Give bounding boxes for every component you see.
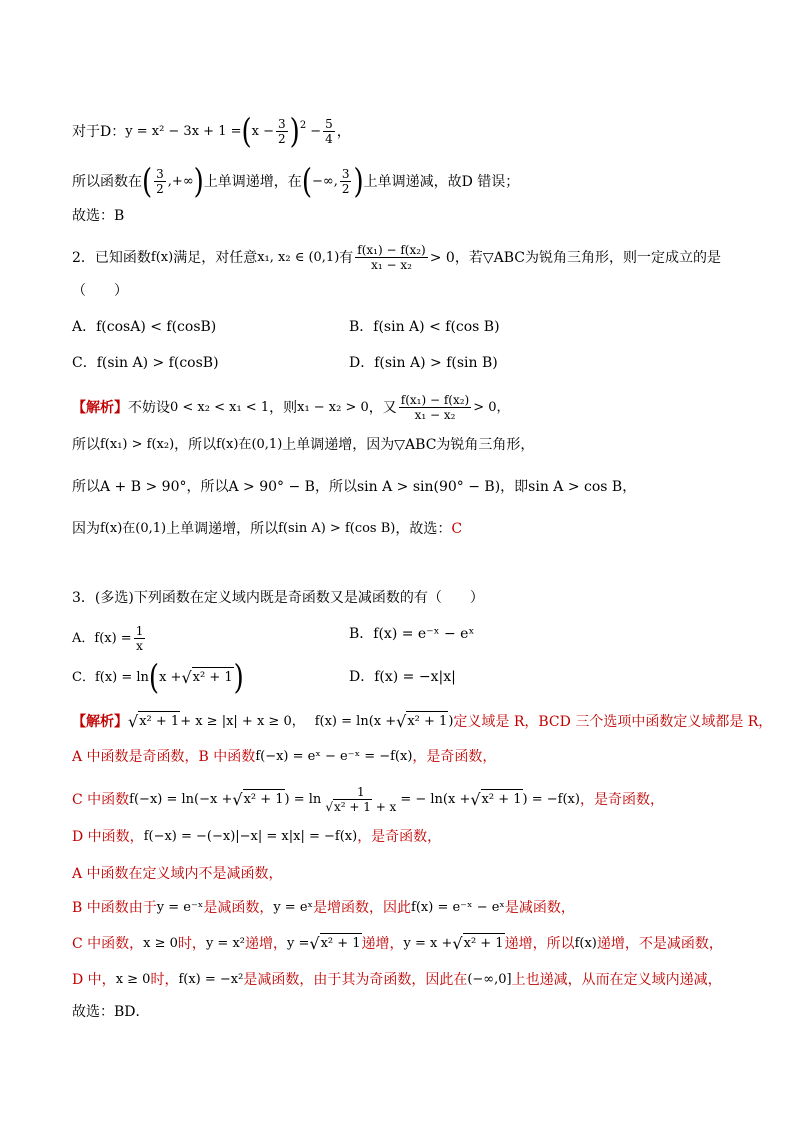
analysis-3-line-2 [72, 747, 724, 767]
a3-math: y = [286, 935, 310, 951]
sqrt-icon: √ [128, 711, 139, 731]
a3-math: f(x) = e⁻ˣ − eˣ [411, 900, 505, 915]
a3-math: y = x² [205, 935, 245, 951]
d-inner: x − [251, 123, 275, 139]
sqrt-icon: √ [232, 789, 243, 809]
a3-math: f(x) = −x² [178, 972, 244, 987]
a3-text: 定义域是 R，BCD 三个选项中函数定义域都是 R， [453, 713, 773, 730]
sqrt-content: x² + 1 [138, 711, 180, 732]
interval-1: ,+∞ [167, 173, 194, 189]
opt-text: x + [159, 669, 182, 685]
sqrt-content: x² + 1 [406, 711, 448, 732]
a3-text: 时， [177, 935, 206, 952]
a3-math: x ≥ 0 [143, 935, 178, 951]
fraction-three-halves: $\frac{3}{2}$ [156, 167, 164, 196]
a3-text: 是减函数， [504, 900, 575, 916]
sqrt-content: x² + 1 [243, 789, 285, 810]
a3-text: ，是奇函数， [412, 749, 497, 765]
a3-math: f(−x) = −(−x)|−x| = x|x| = −f(x) [143, 829, 358, 844]
a3-text: 递增， [361, 935, 404, 952]
right-paren: ) [193, 162, 204, 201]
a2-text: 上单调递增，因为▽ABC为锐角三角形， [282, 437, 535, 453]
a2-math: f(x)在(0,1) [100, 521, 167, 536]
question-3: 3．(多选)下列函数在定义域内既是奇函数又是减函数的有（ ） [72, 590, 484, 606]
question-2 [72, 243, 724, 272]
left-paren: ( [301, 162, 312, 201]
a3-text: B 中函数由于 [72, 900, 157, 916]
a3-text: ，是奇函数， [579, 791, 664, 808]
a3-math: f(−x) = eˣ − e⁻ˣ = −f(x) [255, 749, 413, 764]
left-paren: ( [241, 112, 252, 151]
sqrt-icon: √ [309, 933, 320, 953]
q2-option-b: B．f(sin A) < f(cos B) [349, 319, 500, 335]
a3-text: 上也递减，从而在定义域内递减， [511, 972, 722, 988]
a2-text: 因为 [72, 521, 100, 537]
a3-text: D 中， [72, 972, 116, 988]
a3-math: ) [448, 713, 454, 729]
a2-math: f(sin A) > f(cos B) [278, 521, 396, 536]
analysis-tag: 【解析】 [72, 399, 128, 416]
analysis-3-line-7 [72, 933, 724, 954]
fraction-one-over-x: $\frac{1}{x}$ [135, 624, 144, 653]
q2-func: f(x) [150, 249, 174, 265]
a2-math: 0 < x₂ < x₁ < 1 [170, 399, 270, 415]
a2-math: f(x₁) > f(x₂) [100, 437, 175, 452]
d-square: 2 [299, 119, 307, 131]
fraction-five-quarters: $\frac{5}{4}$ [325, 117, 333, 146]
q2-domain: x₁, x₂ ∈ (0,1) [257, 249, 340, 265]
d-label: 对于D： [72, 123, 126, 140]
a3-text: 递增，不是减函数， [596, 935, 723, 952]
a3-text: C 中函数， [72, 935, 144, 952]
d-end: ， [336, 123, 351, 140]
a3-math: f(x) = ln(x + [314, 713, 397, 729]
a3-text: 是减函数，由于其为奇函数，因此在 [243, 972, 468, 988]
analysis-3-line-1 [72, 711, 773, 732]
a2-fraction: $\frac{\text{f(x₁) − f(x₂)}}{\text{x₁ − x₂}}$ [400, 393, 470, 422]
right-paren: ) [233, 658, 244, 697]
a3-math: y = e⁻ˣ [156, 900, 204, 915]
a3-math: = − ln(x + [400, 791, 471, 807]
a3-math: ) = −f(x) [522, 791, 580, 807]
sqrt-content: x² + 1 [192, 667, 234, 688]
q2-fraction: $\frac{\text{f(x₁) − f(x₂)}}{\text{x₁ − x₂}}$ [357, 243, 426, 272]
q3-option-c [72, 658, 244, 697]
answer-line-3: 故选：BD． [72, 1004, 150, 1020]
fraction-three-halves: $\frac{3}{2}$ [341, 167, 350, 196]
mono-text-a: 所以函数在 [72, 173, 142, 190]
fraction-three-halves: $\frac{3}{2}$ [278, 117, 286, 146]
d-minus: − [310, 123, 322, 139]
a3-text: ，是奇函数， [357, 829, 442, 845]
analysis-tag: 【解析】 [72, 713, 128, 730]
mono-text-c: 上单调递减，故D 错误； [363, 173, 520, 190]
opt-text: C．f(x) = ln [72, 669, 149, 685]
a3-math: y = x + [403, 935, 453, 951]
a3-math: y = eˣ [273, 900, 314, 915]
a2-text: ，故选： [395, 521, 452, 537]
q2-text-a: 2．已知函数 [72, 249, 151, 266]
a3-math: f(x) [574, 935, 597, 951]
opt-text: A．f(x) = [72, 630, 132, 646]
analysis-3-line-5: A 中函数在定义域内不是减函数， [72, 866, 283, 882]
sqrt-icon: √ [181, 667, 192, 687]
mono-text-b: 上单调递增，在 [203, 173, 302, 190]
a2-text: 不妨设 [128, 399, 170, 416]
analysis-3-line-6 [72, 898, 724, 918]
q3-option-b: B．f(x) = e⁻ˣ − eˣ [349, 626, 475, 642]
q2-paren: （ ） [72, 283, 128, 299]
d-case-line [72, 112, 724, 151]
a3-math: x ≥ 0 [115, 972, 151, 987]
a2-text: ，又 [368, 399, 397, 416]
analysis-2-line-2 [72, 435, 724, 455]
sqrt-icon: √ [452, 933, 463, 953]
d-formula: y = x² − 3x + 1 = [125, 123, 242, 139]
a3-math: f(−x) = ln(−x + [129, 791, 233, 807]
a2-text: ，则 [269, 399, 298, 416]
analysis-3-line-8 [72, 970, 724, 990]
q2-option-d: D．f(sin A) > f(sin B) [349, 355, 498, 371]
a3-text: 递增，所以 [504, 935, 575, 952]
a2-math: > 0， [473, 399, 510, 415]
right-paren: ) [353, 162, 364, 201]
sqrt-icon: √ [396, 711, 407, 731]
a2-math: f(x)在(0,1) [216, 437, 283, 452]
sqrt-content: x² + 1 [463, 933, 505, 954]
q2-text-e: > 0，若▽ABC为锐角三角形，则一定成立的是 [429, 249, 721, 266]
q2-option-c: C．f(sin A) > f(cosB) [72, 355, 219, 371]
right-paren: ) [289, 112, 300, 151]
a3-math: ) = ln [284, 791, 322, 807]
a2-text: 上单调递增，所以 [166, 521, 279, 537]
a2-text: 所以 [72, 437, 100, 453]
left-paren: ( [148, 658, 160, 697]
q3-option-a [72, 624, 147, 653]
a3-text: 是减函数， [203, 900, 274, 916]
analysis-3-line-3 [72, 785, 724, 814]
monotonic-line [72, 162, 724, 201]
sqrt-content: x² + 1 [320, 933, 362, 954]
q2-text-b: 满足，对任意 [173, 249, 258, 266]
a2-answer: C [451, 521, 463, 537]
a3-fraction: $\frac{1}{\text{√x² + 1 + x}}$ [325, 785, 397, 814]
q2-option-a: A．f(cosA) < f(cosB) [72, 319, 217, 335]
sqrt-content: x² + 1 [481, 789, 523, 810]
answer-line-1: 故选：B [72, 208, 125, 224]
analysis-3-line-4 [72, 827, 724, 847]
a2-text: ，所以 [174, 437, 217, 453]
interval-2: −∞, [311, 173, 338, 189]
q2-text-d: 有 [339, 249, 354, 266]
a3-math: + x ≥ |x| + x ≥ 0， [180, 713, 305, 729]
a3-text: 时， [150, 972, 179, 988]
a3-text: C 中函数 [72, 791, 130, 808]
left-paren: ( [142, 162, 153, 201]
q3-option-d: D．f(x) = −x|x| [349, 669, 456, 685]
a3-text: A 中函数是奇函数，B 中函数 [72, 749, 256, 765]
a3-math: (−∞,0] [467, 972, 512, 987]
a3-text: D 中函数， [72, 829, 144, 845]
a2-math: x₁ − x₂ > 0 [297, 399, 369, 415]
analysis-2-line-1 [72, 393, 724, 422]
analysis-2-line-3: 所以A + B > 90°，所以A > 90° − B，所以sin A > sin(90° − B)，即sin A > cos B， [72, 479, 637, 495]
sqrt-icon: √ [470, 789, 481, 809]
a3-text: 递增， [244, 935, 287, 952]
a3-text: 是增函数，因此 [313, 900, 412, 916]
analysis-2-line-4 [72, 519, 724, 539]
